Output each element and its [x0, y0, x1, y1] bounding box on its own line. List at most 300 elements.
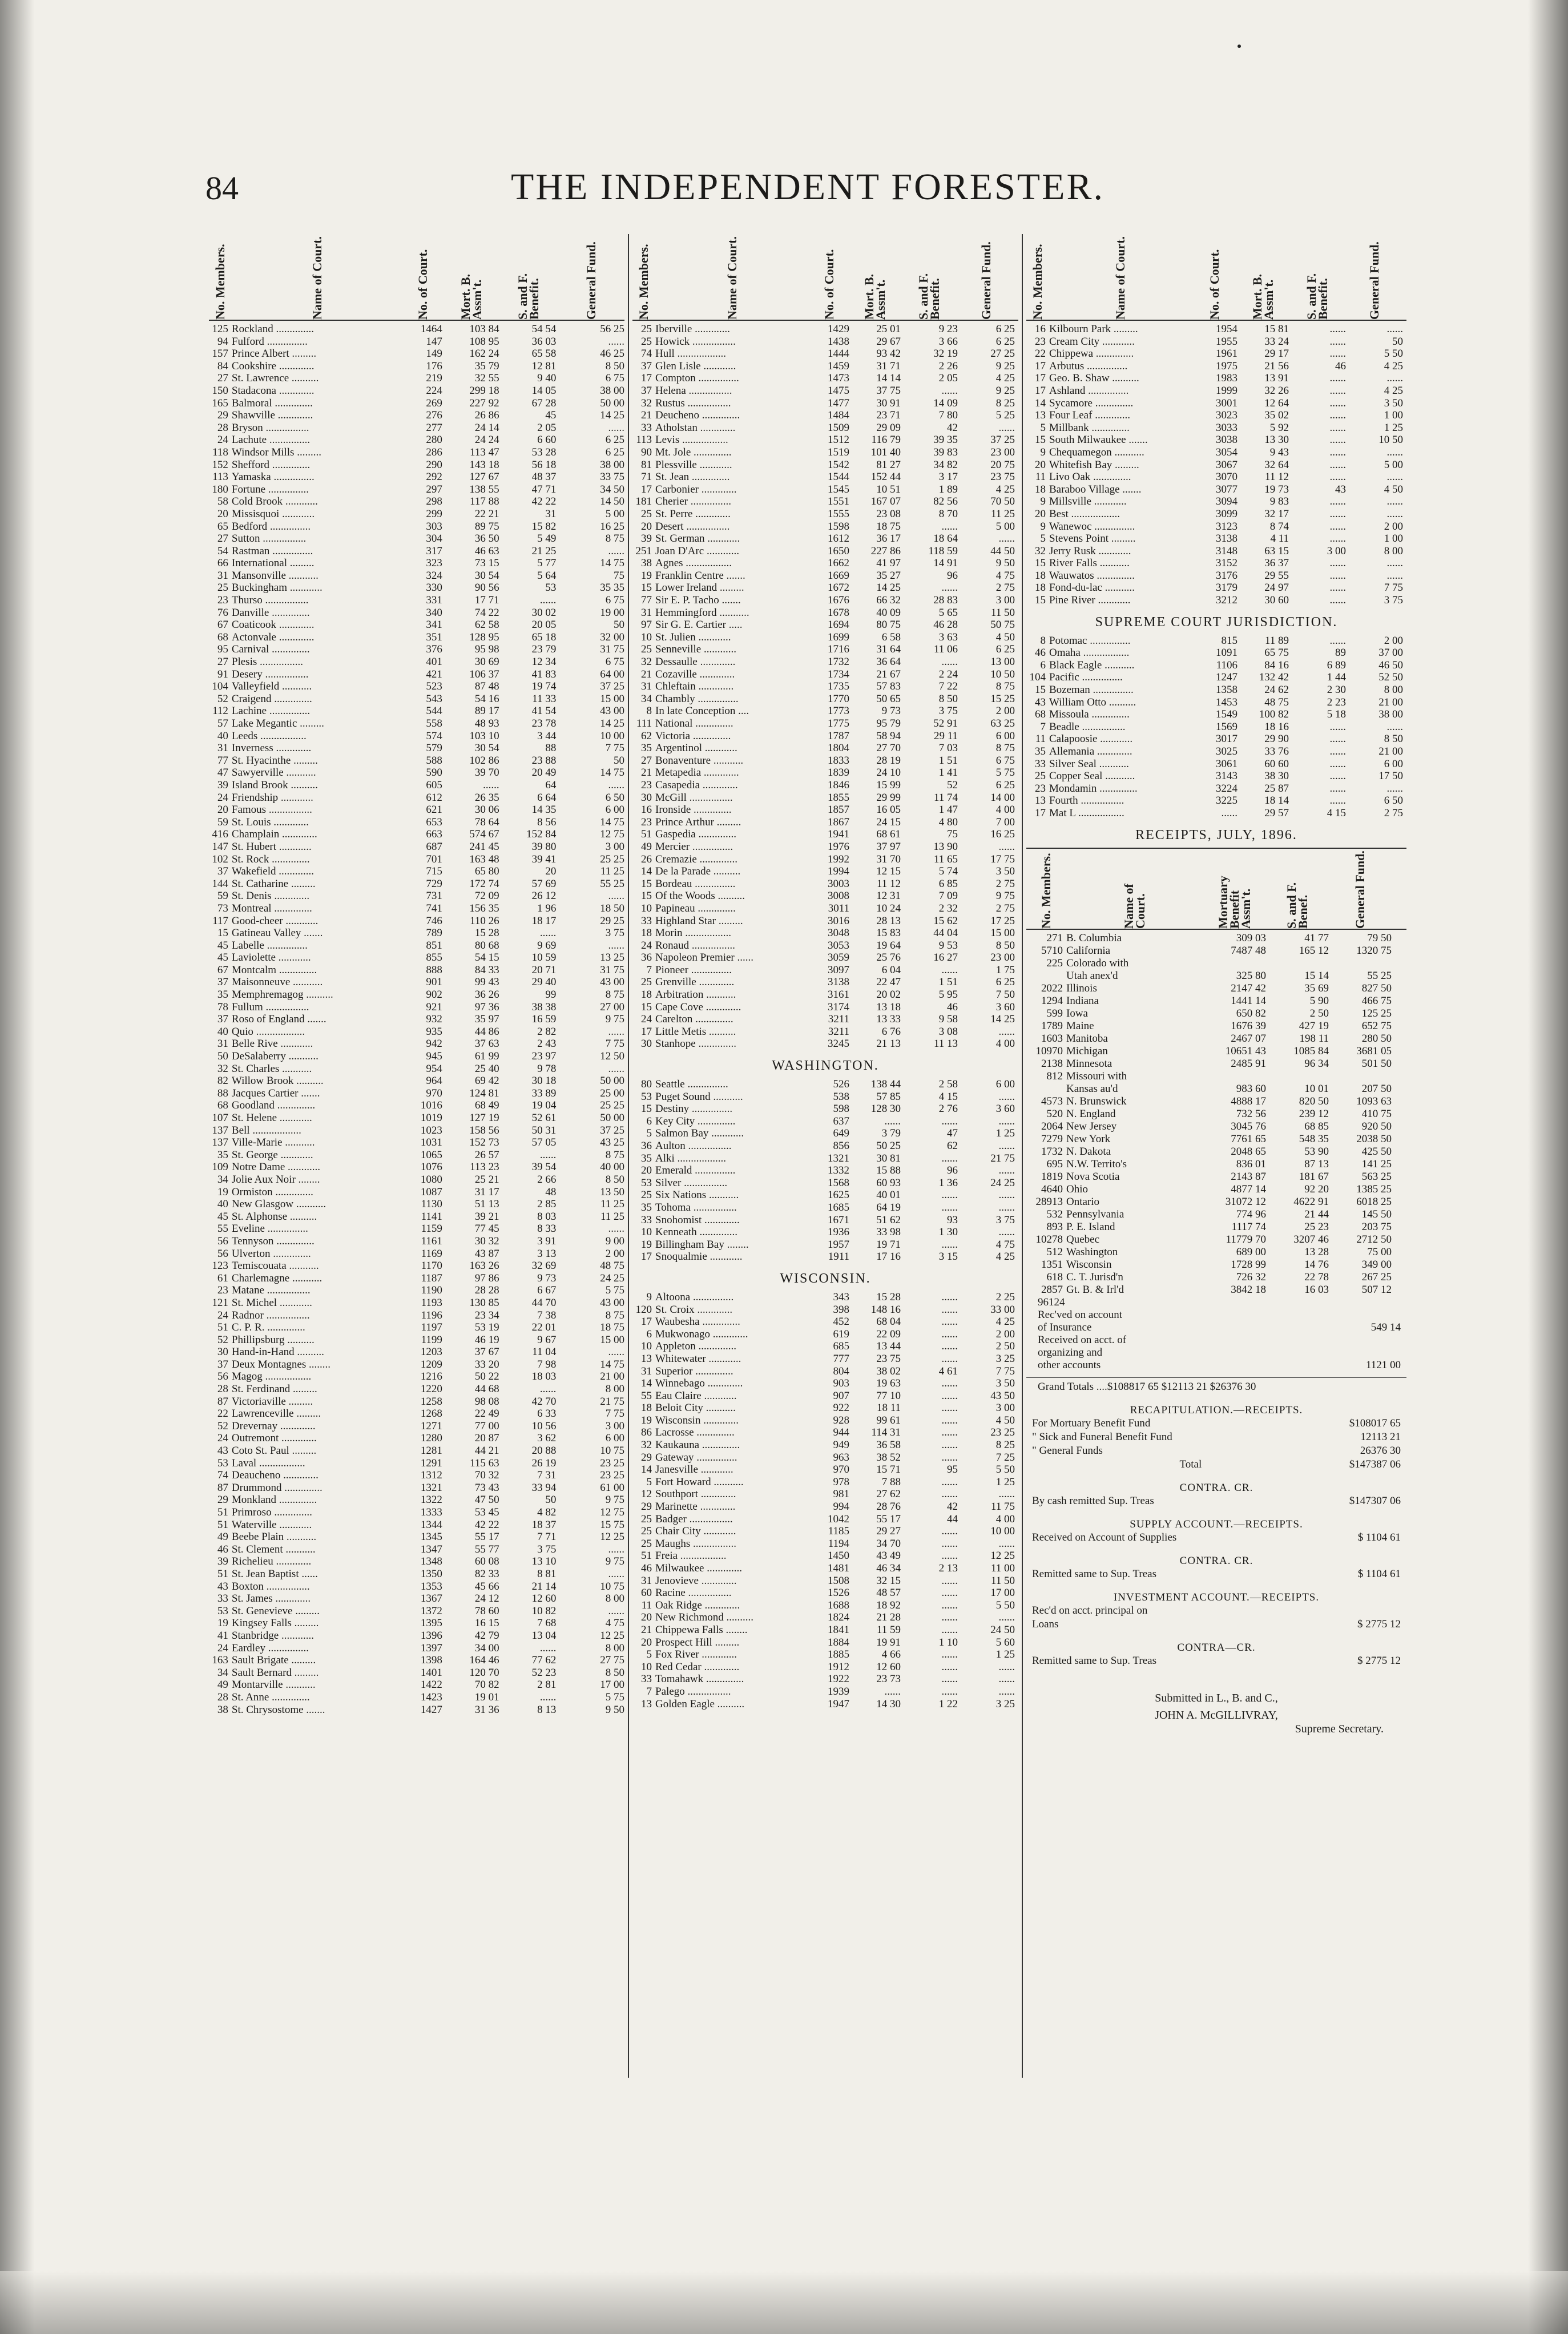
- cell-sick: 6 85: [938, 877, 958, 890]
- table-row: [1026, 671, 1406, 684]
- cell-court-name: Casapedia .............: [655, 779, 738, 791]
- cell-court-no: 3054: [1216, 446, 1238, 458]
- cell-mort: 15 28: [876, 1291, 901, 1303]
- cell-members: 51: [217, 1321, 228, 1334]
- cell-members: 8: [1040, 634, 1046, 647]
- cell-court-no: 1526: [828, 1587, 849, 1599]
- cell-general: 2 75: [995, 877, 1015, 890]
- cell-mort: 19 01: [474, 1691, 499, 1703]
- cell-mort: 24 12: [474, 1593, 499, 1605]
- receipt-note-text: Rec'ved on account: [1038, 1308, 1122, 1321]
- cell-mort: 11 12: [1264, 471, 1289, 483]
- table-row: [632, 816, 1018, 829]
- cell-court-name: Cream City ............: [1049, 335, 1135, 348]
- cell-members: 61: [217, 1272, 228, 1284]
- receipt-court: N. England: [1066, 1107, 1116, 1120]
- cell-members: 11: [1035, 733, 1046, 745]
- recap-heading: RECAPITULATION.—RECEIPTS.: [1130, 1404, 1303, 1416]
- cell-mort: 31 36: [474, 1703, 499, 1716]
- table-row: [1026, 582, 1406, 594]
- cell-sick: ......: [1329, 557, 1346, 570]
- receipt-court: Michigan: [1066, 1045, 1108, 1057]
- cell-sick: 2 13: [938, 1562, 958, 1574]
- cell-members: 54: [217, 545, 228, 557]
- cell-general: 2 00: [995, 705, 1015, 717]
- table-row: [209, 582, 624, 594]
- cell-general: ......: [998, 1226, 1015, 1239]
- cell-members: 35: [217, 1148, 228, 1161]
- receipt-mortuary: 10651 43: [1225, 1045, 1266, 1057]
- cell-court-no: 1650: [828, 545, 849, 557]
- cell-sick: ......: [1329, 495, 1346, 508]
- cell-general: 21 75: [990, 1152, 1015, 1164]
- cell-court-no: 276: [426, 409, 442, 422]
- cell-mort: 72 09: [474, 890, 499, 902]
- receipt-general: 125 25: [1361, 1007, 1392, 1019]
- cell-members: 157: [212, 348, 228, 360]
- cell-court-name: McGill ................: [655, 791, 733, 804]
- cell-mort: 162 24: [469, 348, 499, 360]
- cell-members: 20: [641, 1611, 652, 1624]
- receipts-header-mortuary: Mortuary Benefit Assm't.: [1216, 875, 1253, 929]
- receipt-note: [1026, 1321, 1406, 1334]
- receipt-general: 267 25: [1361, 1271, 1392, 1283]
- table-row: [209, 1482, 624, 1494]
- cell-sick: ......: [1329, 795, 1346, 807]
- cell-mort: 55 77: [474, 1543, 499, 1555]
- cell-general: 4 75: [605, 1617, 624, 1630]
- cell-court-no: 331: [426, 594, 442, 607]
- cell-mort: 18 75: [876, 520, 901, 533]
- cell-members: 76: [217, 606, 228, 619]
- cell-members: 31: [641, 680, 652, 693]
- cell-mort: 25 76: [876, 952, 901, 964]
- cell-court-name: Chippewa ..............: [1049, 348, 1134, 360]
- column-2: [628, 234, 1022, 2078]
- cell-general: 4 00: [995, 1038, 1015, 1050]
- table-row: [632, 582, 1018, 594]
- cell-court-no: 649: [833, 1127, 849, 1140]
- cell-court-name: Hand-in-Hand ..........: [231, 1346, 324, 1359]
- cell-sick: 23 78: [531, 717, 557, 729]
- cell-sick: 152 84: [526, 828, 557, 841]
- cell-mort: 30 54: [474, 742, 499, 755]
- cell-members: 51: [217, 1567, 228, 1580]
- receipt-members: 10970: [1035, 1045, 1063, 1057]
- cell-mort: 48 75: [1264, 696, 1289, 708]
- cell-general: 9 50: [605, 1703, 624, 1716]
- cell-general: 23 00: [990, 446, 1015, 458]
- cell-sick: 89: [1335, 647, 1346, 659]
- cell-mort: 127 19: [469, 1112, 499, 1124]
- cell-members: 20: [217, 507, 228, 520]
- cell-court-name: Chambly ...............: [655, 692, 739, 705]
- cell-court-no: 1347: [420, 1543, 442, 1555]
- cell-members: 34: [217, 1173, 228, 1186]
- table-row: [632, 1686, 1018, 1698]
- cell-mort: 15 88: [876, 1164, 901, 1177]
- cell-sick: 32 19: [933, 348, 958, 360]
- cell-members: 24: [641, 1013, 652, 1026]
- cell-court-no: 978: [833, 1476, 849, 1488]
- cell-mort: 39 70: [474, 767, 499, 779]
- cell-members: 29: [641, 1501, 652, 1513]
- cell-court-name: Good-cheer ............: [231, 914, 319, 927]
- cell-members: 74: [641, 348, 652, 360]
- cell-mort: 50 22: [474, 1370, 499, 1383]
- cell-court-no: 1247: [1216, 671, 1238, 684]
- cell-court-name: Fourth ................: [1049, 795, 1124, 807]
- receipt-row: [1026, 995, 1406, 1007]
- cell-mort: 28 19: [876, 754, 901, 767]
- cell-sick: 7 98: [537, 1358, 557, 1370]
- cell-sick: 23 97: [531, 1050, 557, 1063]
- cell-general: 12 50: [600, 1050, 624, 1063]
- cell-members: 33: [641, 1214, 652, 1226]
- cell-general: 50: [1392, 335, 1403, 348]
- cell-court-name: Fulford ...............: [231, 335, 308, 348]
- receipt-row: [1026, 1033, 1406, 1045]
- table-row: [632, 767, 1018, 779]
- receipt-note-amount: 549 14: [1371, 1321, 1401, 1333]
- table-row: [632, 989, 1018, 1001]
- cell-court-no: 856: [833, 1140, 849, 1152]
- cell-general: 7 50: [995, 989, 1015, 1001]
- recap-line-text: " General Funds: [1032, 1444, 1103, 1457]
- cell-mort: 23 08: [876, 507, 901, 520]
- cell-members: 77: [641, 594, 652, 607]
- cell-general: 4 25: [995, 483, 1015, 495]
- table-row: [1026, 795, 1406, 807]
- cell-court-no: 1770: [828, 692, 849, 705]
- cell-mort: 108 95: [469, 335, 499, 348]
- cell-court-no: 855: [426, 952, 442, 964]
- cell-sick: 33 89: [531, 1087, 557, 1099]
- cell-general: ......: [1386, 372, 1403, 385]
- cell-court-no: 588: [426, 754, 442, 767]
- cell-sick: 39 83: [933, 446, 958, 458]
- cell-court-name: Highland Star .........: [655, 914, 743, 927]
- cell-court-no: 3143: [1216, 770, 1238, 783]
- cell-court-no: 970: [833, 1464, 849, 1476]
- cell-court-no: 3099: [1216, 507, 1238, 520]
- cell-members: 43: [217, 1580, 228, 1593]
- cell-mort: 29 09: [876, 421, 901, 434]
- receipt-court: B. Columbia: [1066, 932, 1122, 944]
- cell-court-name: Laviolette ............: [231, 952, 311, 964]
- cell-members: 33: [641, 421, 652, 434]
- receipt-court: Kansas au'd: [1066, 1082, 1118, 1095]
- cell-general: ......: [608, 939, 624, 952]
- cell-members: 50: [217, 1050, 228, 1063]
- receipt-members: 1819: [1041, 1170, 1063, 1183]
- cell-members: 46: [1035, 647, 1046, 659]
- cell-court-no: 663: [426, 828, 442, 841]
- cell-court-name: Oak Ridge .............: [655, 1599, 740, 1611]
- cell-members: 17: [641, 1316, 652, 1328]
- cell-general: 38 00: [600, 458, 624, 471]
- cell-mort: 70 32: [474, 1469, 499, 1482]
- cell-general: ......: [608, 1567, 624, 1580]
- cell-court-name: Omaha .................: [1049, 647, 1130, 659]
- cell-mort: 25 40: [474, 1062, 499, 1075]
- cell-sick: ......: [1329, 533, 1346, 545]
- cell-sick: 62: [947, 1140, 958, 1152]
- receipt-general: 827 50: [1361, 982, 1392, 994]
- table-row: [209, 1001, 624, 1014]
- cell-court-no: 224: [426, 384, 442, 397]
- cell-court-no: 605: [426, 779, 442, 791]
- cell-sick: ......: [941, 1673, 958, 1686]
- cell-court-name: William Otto ..........: [1049, 696, 1136, 708]
- table-row: [209, 1223, 624, 1235]
- table-row: [632, 1390, 1018, 1402]
- cell-sick: 8 70: [938, 507, 958, 520]
- table-row: [1026, 483, 1406, 496]
- cell-members: 27: [217, 533, 228, 545]
- cell-court-name: Mercier ...............: [655, 840, 733, 853]
- cell-members: 5: [1040, 421, 1046, 434]
- cell-mort: 77 45: [474, 1223, 499, 1235]
- cell-court-name: St. Genevieve .........: [231, 1605, 320, 1617]
- table-row: [209, 459, 624, 471]
- cell-members: 30: [217, 1346, 228, 1359]
- cell-mort: 8 74: [1269, 520, 1289, 533]
- cell-members: 16: [1035, 323, 1046, 335]
- cell-members: 56: [217, 1235, 228, 1247]
- cell-members: 13: [641, 1352, 652, 1365]
- cell-sick: 9 23: [938, 323, 958, 335]
- cell-court-name: Yamaska ...............: [231, 471, 315, 483]
- cell-members: 37: [217, 865, 228, 878]
- cell-court-no: 1423: [420, 1691, 442, 1703]
- table-row: [632, 915, 1018, 928]
- cell-court-no: 421: [426, 668, 442, 680]
- cell-general: 3 50: [1384, 397, 1403, 409]
- cell-general: 1 25: [1384, 421, 1403, 434]
- table-row: [209, 1038, 624, 1050]
- cell-court-no: 1280: [420, 1432, 442, 1445]
- cell-sick: 45: [545, 409, 557, 422]
- cell-court-name: St. Michel ............: [231, 1296, 312, 1309]
- cell-members: 19: [641, 569, 652, 582]
- table-row: [632, 668, 1018, 681]
- cell-general: 15 25: [990, 692, 1015, 705]
- table-row: [1026, 471, 1406, 483]
- cell-general: 35 35: [600, 582, 624, 594]
- cell-sick: 39 80: [531, 840, 557, 853]
- cell-court-no: 219: [426, 372, 442, 385]
- cell-court-name: National ..............: [655, 717, 733, 729]
- receipt-mortuary: 689 00: [1236, 1245, 1266, 1258]
- cell-sick: 9 40: [537, 372, 557, 385]
- cell-mort: 57 85: [876, 1090, 901, 1103]
- cell-court-no: 1080: [420, 1173, 442, 1186]
- cell-court-no: 3025: [1216, 745, 1238, 757]
- cell-general: 6 00: [605, 1432, 624, 1445]
- cell-court-no: 1429: [828, 323, 849, 335]
- table-row: [632, 643, 1018, 656]
- cell-sick: 3 66: [938, 335, 958, 348]
- table-row: [632, 1538, 1018, 1550]
- cell-court-no: 1019: [420, 1112, 442, 1124]
- cell-mort: 33 24: [1264, 335, 1289, 348]
- table-row: [209, 495, 624, 508]
- receipt-mortuary: 2048 65: [1231, 1145, 1266, 1158]
- cell-general: 5 00: [605, 507, 624, 520]
- cell-sick: 23 88: [531, 754, 557, 767]
- recap-line: [1026, 1417, 1406, 1430]
- cell-general: 3 60: [995, 1103, 1015, 1115]
- cell-court-name: Jerry Rusk ............: [1049, 545, 1131, 557]
- receipt-mortuary: 7761 65: [1231, 1132, 1266, 1145]
- cell-general: 6 00: [605, 804, 624, 816]
- receipt-court: Utah anex'd: [1066, 969, 1118, 982]
- cell-court-no: 3161: [828, 989, 849, 1001]
- cell-court-no: 1042: [828, 1513, 849, 1525]
- table-row: [1026, 758, 1406, 771]
- cell-court-name: Kaukauna ..............: [655, 1439, 740, 1452]
- cell-court-name: Prince Arthur .........: [655, 816, 741, 828]
- cell-mort: 29 90: [1264, 733, 1289, 745]
- cell-sick: 65 18: [531, 631, 557, 643]
- receipt-row: [1026, 982, 1406, 995]
- receipt-row: [1026, 1171, 1406, 1183]
- cell-court-no: 3059: [828, 952, 849, 964]
- cell-court-no: 1676: [828, 594, 849, 607]
- cell-court-no: 729: [426, 877, 442, 890]
- cell-members: 88: [217, 1087, 228, 1099]
- cell-court-name: Sault Bernard .........: [231, 1666, 319, 1679]
- header-sick: S. and F. Benefit.: [515, 273, 541, 320]
- receipt-row: [1026, 945, 1406, 957]
- cell-mort: 172 74: [469, 877, 499, 890]
- cell-court-no: 298: [426, 495, 442, 508]
- table-row: [209, 1494, 624, 1506]
- cell-general: 13 50: [600, 1186, 624, 1198]
- cell-sick: ......: [1329, 770, 1346, 783]
- cell-sick: 20 88: [531, 1445, 557, 1457]
- cell-court-no: 1545: [828, 483, 849, 495]
- cell-sick: ......: [941, 1201, 958, 1214]
- receipt-sick: 21 44: [1304, 1208, 1329, 1220]
- cell-members: 15: [641, 890, 652, 902]
- cell-mort: 90 56: [474, 582, 499, 594]
- cell-members: 17: [1035, 372, 1046, 385]
- cell-members: 25: [641, 1525, 652, 1538]
- receipt-mortuary: 3842 18: [1231, 1283, 1266, 1296]
- cell-members: 87: [217, 1395, 228, 1408]
- receipt-sick: 10 01: [1304, 1082, 1329, 1095]
- cell-mort: 38 52: [876, 1451, 901, 1464]
- cell-court-name: Memphremagog ..........: [231, 989, 333, 1001]
- cell-court-no: 1975: [1216, 360, 1238, 372]
- cell-general: 34 50: [600, 483, 624, 495]
- table-row: [632, 890, 1018, 902]
- cell-court-no: 921: [426, 1001, 442, 1013]
- cell-members: 35: [217, 989, 228, 1001]
- table-row: [209, 1568, 624, 1581]
- cell-mort: 46 63: [474, 545, 499, 557]
- receipt-sick: 181 67: [1299, 1170, 1329, 1183]
- cell-general: 21 00: [1378, 745, 1403, 757]
- cell-members: 81: [641, 458, 652, 471]
- cell-general: 2 00: [1384, 634, 1403, 647]
- cell-sick: 3 63: [938, 631, 958, 643]
- table-row: [209, 521, 624, 533]
- cell-court-no: 1994: [828, 865, 849, 878]
- cell-mort: 43 87: [474, 1247, 499, 1260]
- receipt-general: 2712 50: [1356, 1233, 1392, 1245]
- cell-mort: 30 60: [1264, 594, 1289, 607]
- cell-court-name: St. Jean Baptist ......: [231, 1567, 318, 1580]
- cell-court-name: Danville ..............: [231, 606, 310, 619]
- cell-general: 8 75: [995, 680, 1015, 693]
- cell-court-no: 1216: [420, 1370, 442, 1383]
- cell-members: 45: [217, 939, 228, 952]
- cell-members: 137: [212, 1124, 228, 1136]
- cell-members: 40: [217, 729, 228, 742]
- cell-members: 84: [217, 360, 228, 372]
- cell-members: 111: [636, 717, 652, 729]
- cell-sick: ......: [1329, 569, 1346, 582]
- table-row: [209, 422, 624, 434]
- recap-contra-text: By cash remitted Sup. Treas: [1032, 1494, 1154, 1507]
- cell-court-name: Deux Montagnes ........: [231, 1358, 330, 1370]
- cell-members: 35: [1035, 745, 1046, 757]
- cell-court-name: Ronaud ................: [655, 939, 735, 952]
- cell-court-no: 1203: [420, 1346, 442, 1359]
- receipt-sick: 198 11: [1299, 1032, 1329, 1045]
- table-row: [1026, 533, 1406, 545]
- cell-sick: 7 80: [938, 409, 958, 422]
- cell-court-name: Marinette .............: [655, 1501, 736, 1513]
- scan-shadow-left: [0, 0, 34, 2334]
- receipt-members: 1603: [1041, 1032, 1063, 1045]
- cell-members: 25: [641, 1537, 652, 1550]
- cell-court-name: Inverness .............: [231, 742, 312, 755]
- cell-court-no: 1804: [828, 742, 849, 755]
- scan-shadow-right: [1528, 0, 1568, 2334]
- receipts-header-sick: S. and F. Benef.: [1284, 882, 1310, 929]
- table-row: [209, 816, 624, 829]
- receipt-court: Nova Scotia: [1066, 1170, 1120, 1183]
- cell-mort: 13 44: [876, 1340, 901, 1353]
- cell-court-name: Island Brook ..........: [231, 779, 318, 791]
- cell-mort: 26 86: [474, 409, 499, 422]
- cell-mort: 77 10: [876, 1389, 901, 1402]
- cell-members: 10: [641, 1660, 652, 1673]
- cell-sick: 1 47: [938, 804, 958, 816]
- cell-members: 32: [1035, 545, 1046, 557]
- cell-sick: ......: [1329, 745, 1346, 757]
- cell-court-no: 1509: [828, 421, 849, 434]
- cell-court-no: 1345: [420, 1531, 442, 1543]
- cell-court-name: St. Lawrence ..........: [231, 372, 319, 385]
- cell-general: ......: [998, 1140, 1015, 1152]
- cell-sick: 13 90: [933, 840, 958, 853]
- cell-mort: 113 23: [470, 1161, 499, 1174]
- cell-court-name: Millbank ..............: [1049, 421, 1130, 434]
- cell-general: 27 75: [600, 1654, 624, 1667]
- receipt-row: [1026, 1183, 1406, 1196]
- cell-court-name: Jacques Cartier .......: [231, 1087, 320, 1099]
- table-row: [632, 1673, 1018, 1686]
- cell-court-name: DeSalaberry ...........: [231, 1050, 319, 1063]
- cell-sick: 9 78: [537, 1062, 557, 1075]
- cell-court-name: Montarville ...........: [231, 1679, 316, 1691]
- cell-general: ......: [608, 545, 624, 557]
